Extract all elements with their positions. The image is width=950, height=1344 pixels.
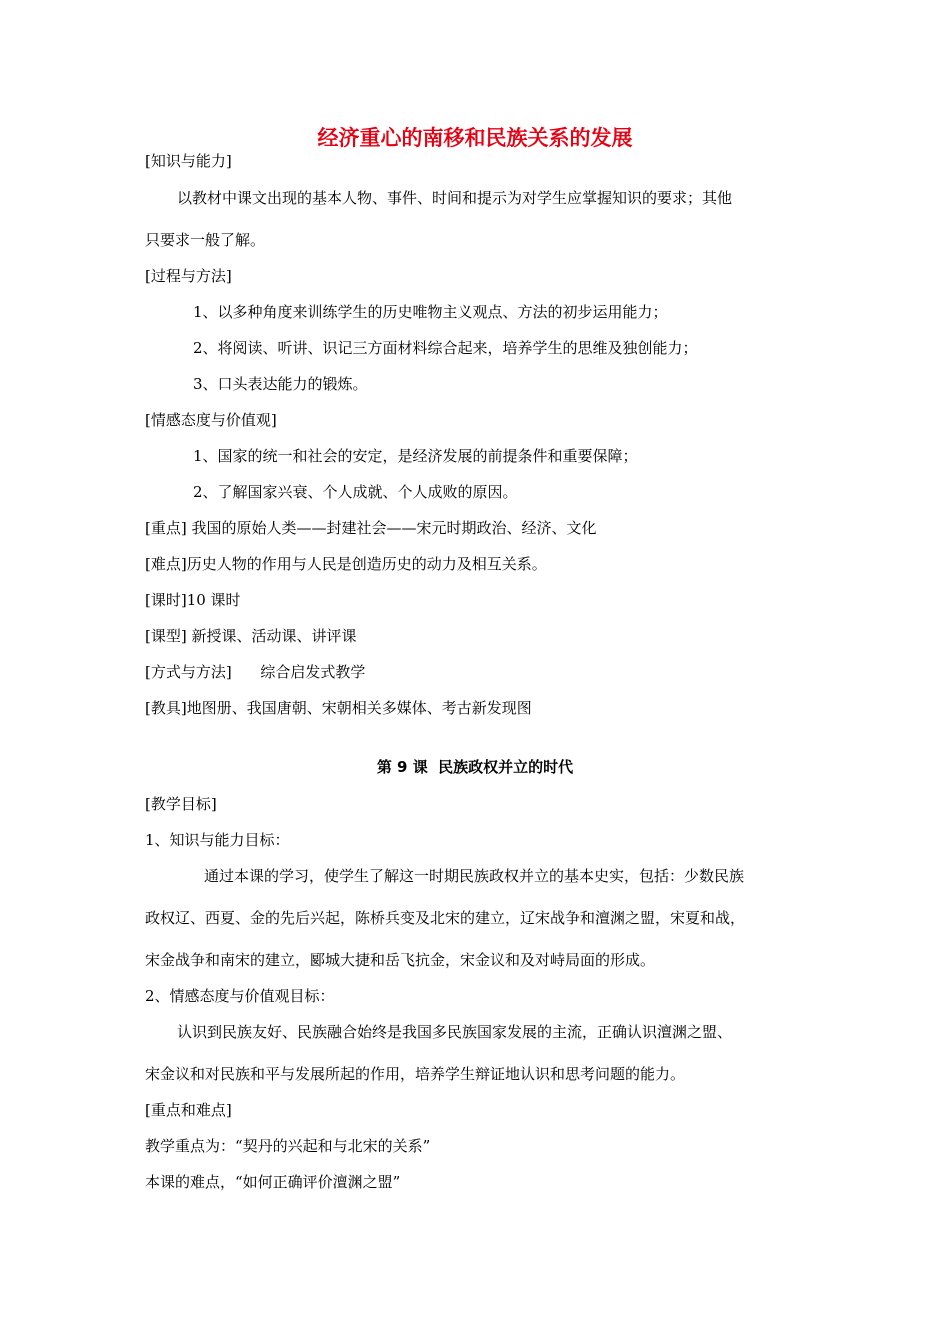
document-title: 经济重心的南移和民族关系的发展 (317, 126, 633, 150)
section-heading-knowledge: [知识与能力] (145, 152, 232, 170)
paragraph-line: 认识到民族友好、民族融合始终是我国多民族国家发展的主流，正确认识澶渊之盟、 (177, 1023, 733, 1041)
lesson-type-line: [课型] 新授课、活动课、讲评课 (145, 627, 357, 645)
list-item: 3、口头表达能力的锻炼。 (193, 375, 368, 393)
paragraph-line: 政权辽、西夏、金的先后兴起，陈桥兵变及北宋的建立，辽宋战争和澶渊之盟，宋夏和战， (145, 909, 746, 927)
section-heading-goals: [教学目标] (145, 795, 217, 813)
list-item: 2、将阅读、听讲、识记三方面材料综合起来，培养学生的思维及独创能力； (193, 339, 698, 357)
section-heading-process: [过程与方法] (145, 267, 232, 285)
lesson-title: 第 9 课 民族政权并立的时代 (376, 758, 574, 776)
goal-heading: 1、知识与能力目标： (145, 831, 290, 849)
paragraph-line: 宋金议和对民族和平与发展所起的作用，培养学生辩证地认识和思考问题的能力。 (145, 1065, 686, 1083)
section-heading-focus: [重点和难点] (145, 1101, 232, 1119)
paragraph-line: 宋金战争和南宋的建立，郾城大捷和岳飞抗金，宋金议和及对峙局面的形成。 (145, 951, 656, 969)
teaching-aids-line: [教具]地图册、我国唐朝、宋朝相关多媒体、考古新发现图 (145, 699, 532, 717)
class-hours-line: [课时]10 课时 (145, 591, 241, 609)
list-item: 1、以多种角度来训练学生的历史唯物主义观点、方法的初步运用能力； (193, 303, 668, 321)
list-item: 2、了解国家兴衰、个人成就、个人成败的原因。 (193, 483, 518, 501)
paragraph-line: 通过本课的学习，使学生了解这一时期民族政权并立的基本史实，包括：少数民族 (204, 867, 745, 885)
difficulty-line: 本课的难点，“如何正确评价澶渊之盟” (145, 1173, 401, 1191)
method-line: [方式与方法] 综合启发式教学 (145, 663, 366, 681)
key-point-line: 教学重点为：“契丹的兴起和与北宋的关系” (145, 1137, 431, 1155)
paragraph-line: 以教材中课文出现的基本人物、事件、时间和提示为对学生应掌握知识的要求；其他 (177, 189, 733, 207)
goal-heading: 2、情感态度与价值观目标： (145, 987, 335, 1005)
paragraph-line: 只要求一般了解。 (145, 231, 266, 249)
list-item: 1、国家的统一和社会的安定，是经济发展的前提条件和重要保障； (193, 447, 638, 465)
difficulty-line: [难点]历史人物的作用与人民是创造历史的动力及相互关系。 (145, 555, 547, 573)
section-heading-attitude: [情感态度与价值观] (145, 411, 277, 429)
key-point-line: [重点] 我国的原始人类——封建社会——宋元时期政治、经济、文化 (145, 519, 597, 537)
